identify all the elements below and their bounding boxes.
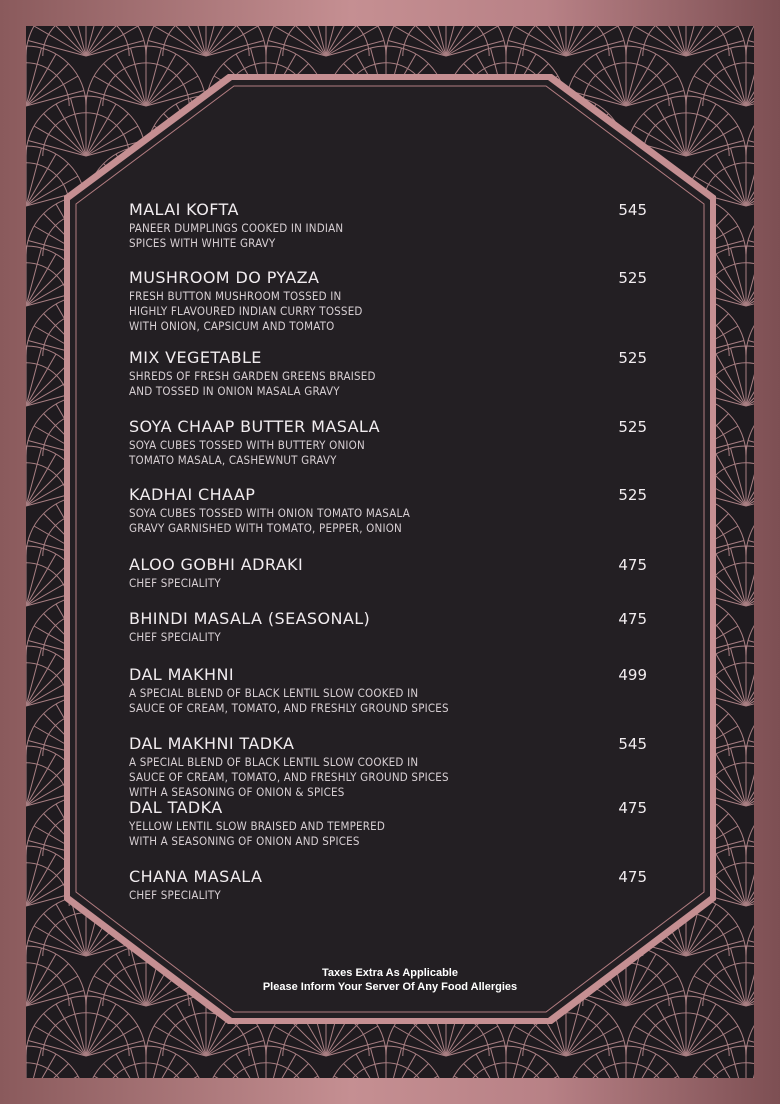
- dish-name: CHANA MASALA: [129, 867, 263, 886]
- allergy-note: Please Inform Your Server Of Any Food Allergies: [262, 981, 518, 993]
- dish-name: MIX VEGETABLE: [129, 348, 262, 367]
- menu-item: [129, 200, 647, 251]
- dish-name: DAL TADKA: [129, 798, 223, 817]
- dish-description: SHREDS OF FRESH GARDEN GREENS BRAISED AND TOSSED IN ONION MASALA GRAVY: [129, 369, 376, 398]
- menu-item: [129, 665, 647, 716]
- dish-price: 499: [618, 666, 647, 684]
- footer-notes: [190, 966, 590, 994]
- dish-name: MALAI KOFTA: [129, 200, 239, 219]
- dish-name: DAL MAKHNI TADKA: [129, 734, 295, 753]
- dish-description: SOYA CUBES TOSSED WITH BUTTERY ONION TOMATO MASALA, CASHEWNUT GRAVY: [129, 438, 365, 467]
- menu-item: [129, 798, 647, 849]
- menu-item: [129, 609, 647, 645]
- dish-description: CHEF SPECIALITY: [129, 576, 221, 590]
- menu-item: [129, 348, 647, 399]
- dish-name: MUSHROOM DO PYAZA: [129, 268, 320, 287]
- menu-item: [129, 417, 647, 468]
- taxes-note: Taxes Extra As Applicable: [322, 967, 458, 979]
- dish-price: 525: [618, 349, 647, 367]
- dish-description: A SPECIAL BLEND OF BLACK LENTIL SLOW COOKED IN SAUCE OF CREAM, TOMATO, AND FRESHLY GROUND SPICES: [129, 686, 449, 715]
- dish-description: A SPECIAL BLEND OF BLACK LENTIL SLOW COOKED IN SAUCE OF CREAM, TOMATO, AND FRESHLY GROUND SPICES WITH A SEASONING OF ONION & SPICES: [129, 755, 449, 799]
- menu-item: [129, 867, 647, 903]
- dish-description: SOYA CUBES TOSSED WITH ONION TOMATO MASALA GRAVY GARNISHED WITH TOMATO, PEPPER, ONION: [129, 506, 410, 535]
- menu-item: [129, 268, 647, 334]
- dish-price: 545: [618, 735, 647, 753]
- dish-description: CHEF SPECIALITY: [129, 630, 221, 644]
- dish-name: DAL MAKHNI: [129, 665, 234, 684]
- dish-description: YELLOW LENTIL SLOW BRAISED AND TEMPERED WITH A SEASONING OF ONION AND SPICES: [129, 819, 386, 848]
- dish-price: 475: [618, 556, 647, 574]
- dish-price: 525: [618, 486, 647, 504]
- dish-name: BHINDI MASALA (SEASONAL): [129, 609, 371, 628]
- menu-item: [129, 734, 647, 800]
- dish-description: PANEER DUMPLINGS COOKED IN INDIAN SPICES WITH WHITE GRAVY: [129, 221, 344, 250]
- menu-item: [129, 485, 647, 536]
- dish-price: 475: [618, 799, 647, 817]
- dish-price: 525: [618, 418, 647, 436]
- dish-description: FRESH BUTTON MUSHROOM TOSSED IN HIGHLY FLAVOURED INDIAN CURRY TOSSED WITH ONION, CAPSICUM AND TOMATO: [129, 289, 363, 333]
- dish-price: 475: [618, 610, 647, 628]
- dish-price: 525: [618, 269, 647, 287]
- dish-price: 545: [618, 201, 647, 219]
- dish-name: ALOO GOBHI ADRAKI: [129, 555, 304, 574]
- dish-price: 475: [618, 868, 647, 886]
- dish-description: CHEF SPECIALITY: [129, 888, 221, 902]
- dish-name: SOYA CHAAP BUTTER MASALA: [129, 417, 380, 436]
- menu-item: [129, 555, 647, 591]
- dish-name: KADHAI CHAAP: [129, 485, 256, 504]
